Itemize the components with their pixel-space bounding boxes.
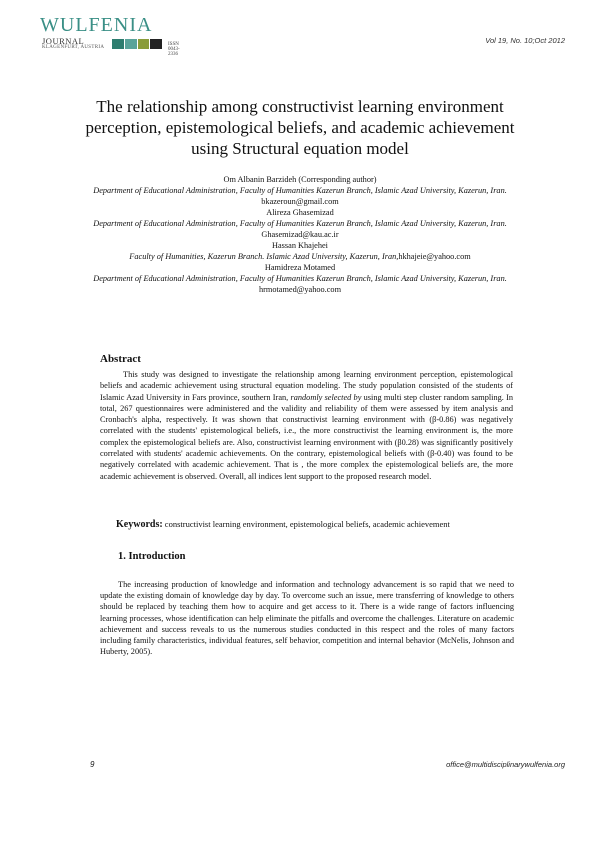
logo-bar	[150, 39, 162, 49]
footer-email: office@multidisciplinarywulfenia.org	[446, 760, 565, 769]
keywords-label: Keywords:	[116, 519, 163, 530]
logo-bar	[112, 39, 124, 49]
logo-color-bars	[112, 39, 162, 49]
section-heading-introduction: 1. Introduction	[118, 551, 186, 562]
author-email: hkhajeie@yahoo.com	[398, 252, 471, 261]
introduction-text: The increasing production of knowledge and information and technology advancement is so rapid that we need to update the existing domain of knowledge day by day. To overcome such an issue, mere transferring of knowledge to others should be replaced by teaching them how to acquire and get access to it. There is a wide range of factors influencing learning processes, whose identification can help eliminate the pitfalls and overcome the challenges. Literature on academic achievement and success reveals to us the numerous studies conducted in this respect and the roles of many factors including family characteristics, individual features, self behavior, competition and internal behavior (McNelis, Johnson and Huberty, 2005).	[100, 580, 514, 657]
logo-bar	[138, 39, 150, 49]
logo-subtitle: JOURNAL	[42, 36, 85, 46]
abstract-heading: Abstract	[100, 353, 141, 365]
author-email: bkazeroun@gmail.com	[261, 197, 339, 206]
author-affiliation: Department of Educational Administration, Faculty of Humanities Kazerun Branch, Islamic Azad University, Kazerun, Iran. bkazeroun@gmail.com	[93, 186, 507, 206]
journal-logo	[40, 14, 180, 57]
logo-bar	[125, 39, 137, 49]
author-block	[80, 174, 520, 295]
keywords	[116, 519, 450, 530]
keywords-text: constructivist learning environment, epistemological beliefs, academic achievement	[164, 519, 450, 529]
author-affiliation: Department of Educational Administration, Faculty of Humanities Kazerun Branch, Islamic Azad University, Kazerun, Iran. hrmotamed@yahoo.com	[93, 274, 507, 294]
logo-issn: ISSN 0043-2336	[168, 42, 180, 57]
logo-wordmark: WULFENIA	[40, 14, 153, 36]
author-name: Hassan Khajehei	[272, 241, 328, 250]
author-affiliation: Faculty of Humanities, Kazerun Branch. Islamic Azad University, Kazerun, Iran,hkhajeie@yahoo.com	[129, 252, 471, 261]
author-email: Ghasemizad@kau.ac.ir	[261, 230, 339, 239]
author-email: hrmotamed@yahoo.com	[258, 285, 342, 294]
paper-title: The relationship among constructivist learning environment perception, epistemological beliefs, and academic achievement using Structural equation model	[85, 97, 515, 158]
volume-info: Vol 19, No. 10;Oct 2012	[485, 36, 565, 45]
logo-location: KLAGENFURT, AUSTRIA	[42, 45, 105, 50]
page-number: 9	[90, 760, 95, 769]
author-affiliation: Department of Educational Administration, Faculty of Humanities Kazerun Branch, Islamic Azad University, Kazerun, Iran. Ghasemizad@kau.ac.ir	[93, 219, 507, 239]
abstract-text: This study was designed to investigate the relationship among learning environment perception, epistemological beliefs and academic achievement using structural equation modeling. The study population consisted of the students of Islamic Azad University in Fars province, southern Iran, randomly selected by using multi step cluster random sampling. In total, 267 questionnaires were administered and the validity and reliability of them were assessed by item analysis and Cronbach's alpha, respectively. It was shown that constructivist learning environment with (β-0.86) was negatively correlated with the students' epistemological beliefs, i.e., the more constructivist the learning environment is, the more complex the epistemological beliefs are. Also, constructivist learning environment with (β0.28) was significantly positively correlated with students' academic achievements. On the contrary, epistemological beliefs with (β-0.40) was found to be negatively correlated with academic achievement. That is , the more complex the epistemological beliefs are, the more academic achievement is observed. Overall, all indices lent support to the proposed research model.	[100, 370, 514, 481]
author-name: Alireza Ghasemizad	[266, 208, 334, 217]
author-name: Hamidreza Motamed	[264, 263, 336, 272]
author-name: Om Albanin Barzideh (Corresponding author)	[223, 175, 377, 184]
